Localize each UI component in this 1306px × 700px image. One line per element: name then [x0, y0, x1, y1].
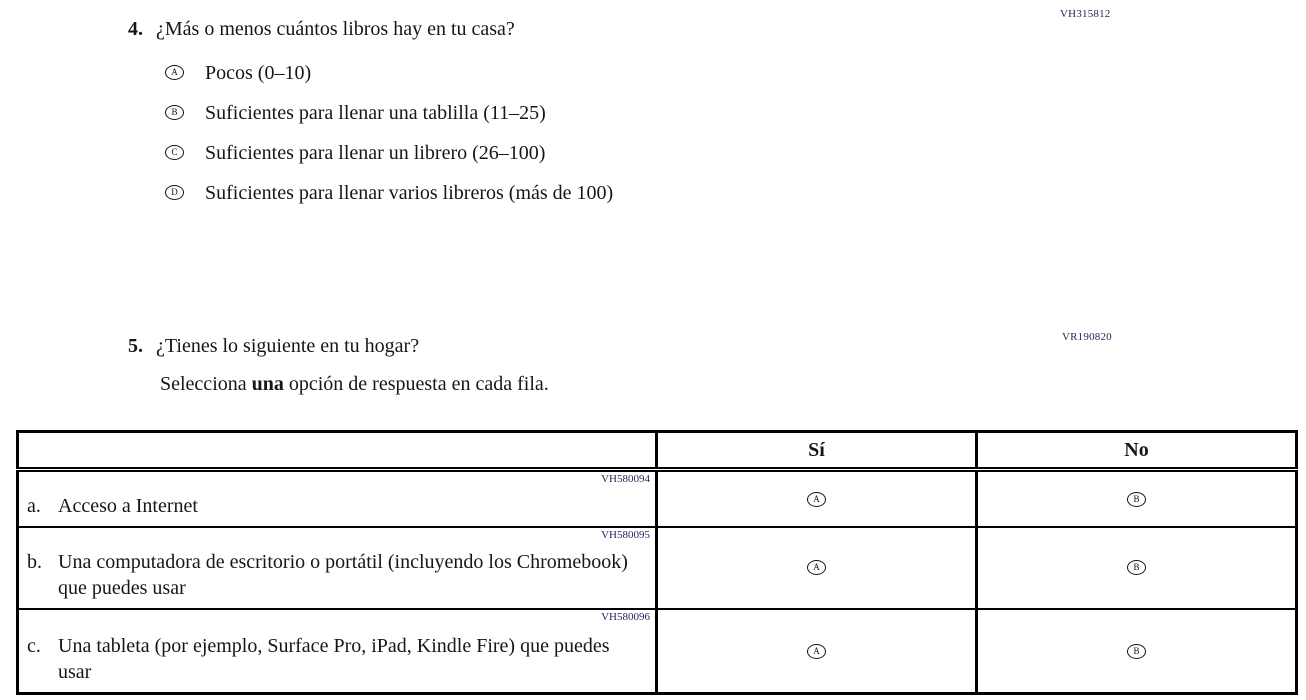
row-a-accession-code: VH580094 — [601, 473, 650, 485]
row-b-item-text — [27, 549, 645, 601]
question5-stem — [128, 335, 419, 358]
question5-text: ¿Tienes lo siguiente en tu hogar? — [156, 335, 420, 357]
row-b-no-cell — [977, 527, 1297, 609]
row-a-no-bubble[interactable]: B — [1127, 492, 1146, 507]
row-a-yes-cell — [657, 470, 977, 527]
row-a-text: Acceso a Internet — [58, 494, 198, 517]
instruction-suffix: opción de respuesta en cada fila. — [283, 373, 549, 395]
table-row-b — [18, 527, 1297, 609]
header-no: No — [977, 432, 1297, 470]
row-c-accession-code: VH580096 — [601, 610, 650, 623]
row-b-yes-bubble[interactable]: A — [807, 560, 826, 575]
row-b-accession-code: VH580095 — [601, 528, 650, 541]
option-a-bubble[interactable]: A — [165, 65, 184, 80]
row-a-no-cell — [977, 470, 1297, 527]
header-yes: Sí — [657, 432, 977, 470]
row-b-yes-cell — [657, 527, 977, 609]
row-a-item-text — [27, 493, 645, 519]
table-row-c — [18, 609, 1297, 694]
question4-text: ¿Más o menos cuántos libros hay en tu casa? — [156, 18, 515, 40]
question5-number: 5. — [128, 335, 143, 357]
option-c-bubble[interactable]: C — [165, 145, 184, 160]
header-empty-cell — [18, 432, 657, 470]
row-c-text: Una tableta (por ejemplo, Surface Pro, iPad, Kindle Fire) que puedes usar — [58, 635, 610, 683]
row-b-text: Una computadora de escritorio o portátil (incluyendo los Chromebook) que puedes usar — [58, 550, 628, 599]
question4-option-c — [165, 141, 545, 163]
option-d-bubble[interactable]: D — [165, 185, 184, 200]
option-a-label: Pocos (0–10) — [205, 61, 312, 84]
row-a-yes-bubble[interactable]: A — [807, 492, 826, 507]
row-c-no-cell — [977, 609, 1297, 694]
row-b-no-bubble[interactable]: B — [1127, 560, 1146, 575]
row-c-yes-bubble[interactable]: A — [807, 644, 826, 659]
table-header-row — [18, 432, 1297, 470]
question4-stem — [128, 18, 515, 41]
table-row-a — [18, 470, 1297, 527]
row-c-yes-cell — [657, 609, 977, 694]
row-a-item-cell — [18, 470, 657, 527]
question4-option-b — [165, 101, 546, 123]
row-c-no-bubble[interactable]: B — [1127, 644, 1146, 659]
row-a-letter: a. — [27, 494, 41, 517]
question5-instruction — [160, 373, 549, 396]
row-b-item-cell — [18, 527, 657, 609]
instruction-prefix: Selecciona — [160, 373, 252, 395]
option-b-label: Suficientes para llenar una tablilla (11–25) — [205, 101, 546, 124]
question4-number: 4. — [128, 18, 143, 40]
question4-accession-code: VH315812 — [1060, 8, 1111, 20]
row-b-letter: b. — [27, 550, 42, 573]
question5-accession-code: VR190820 — [1062, 331, 1112, 343]
row-c-letter: c. — [27, 635, 41, 657]
question4-option-a — [165, 61, 311, 83]
option-b-bubble[interactable]: B — [165, 105, 184, 120]
option-d-label: Suficientes para llenar varios libreros (más de 100) — [205, 181, 614, 204]
question4-option-d — [165, 181, 613, 203]
question5-response-table — [16, 430, 1298, 695]
option-c-label: Suficientes para llenar un librero (26–100) — [205, 141, 546, 164]
row-c-item-cell — [18, 609, 657, 694]
row-c-item-text — [27, 633, 645, 685]
instruction-bold-word: una — [251, 373, 284, 395]
